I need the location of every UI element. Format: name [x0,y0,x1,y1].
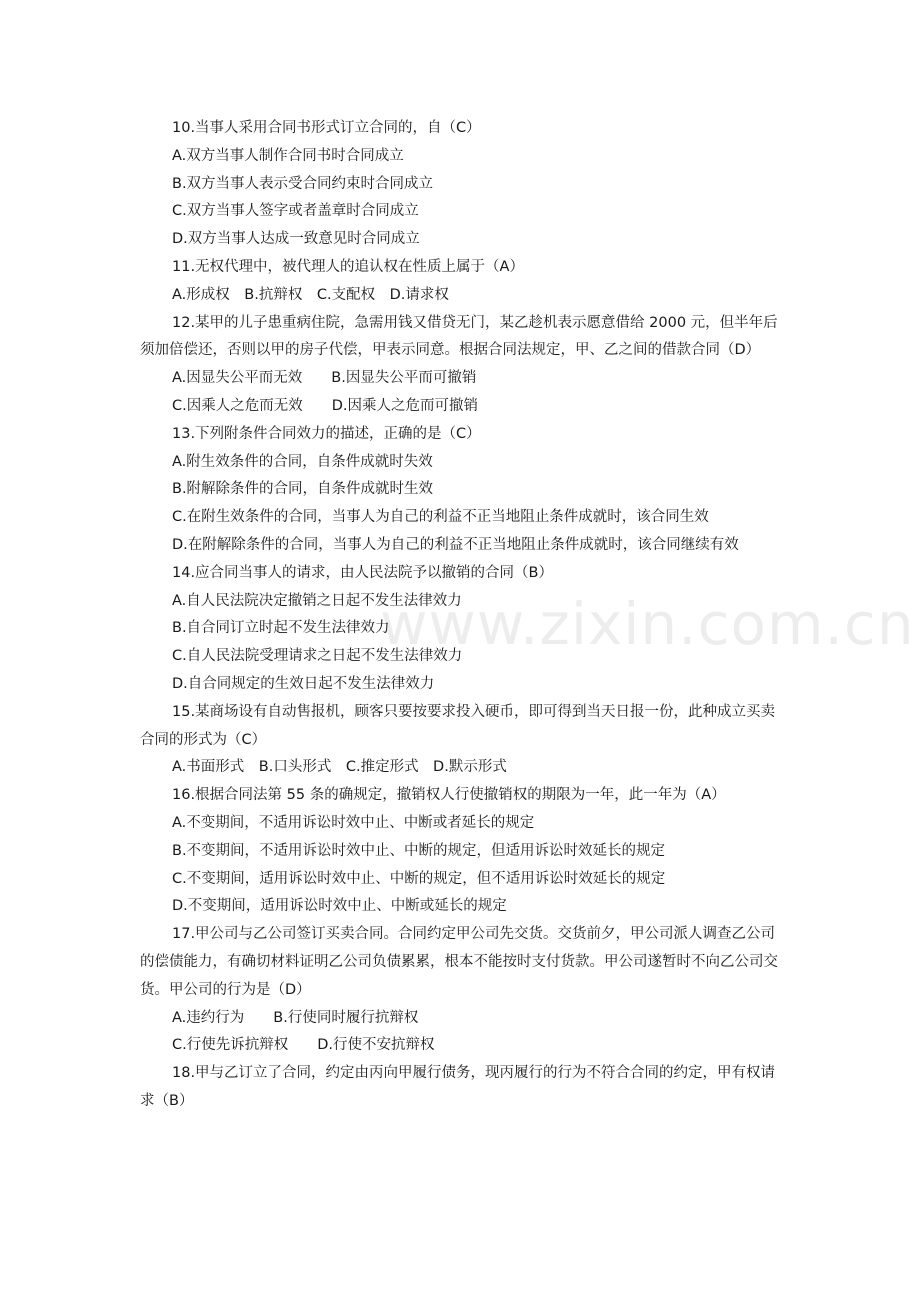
paragraph-q12-options-ab: A.因显失公平而无效 B.因显失公平而可撤销 [172,370,477,387]
paragraph-q11-options: A.形成权 B.抗辩权 C.支配权 D.请求权 [172,286,449,303]
paragraph-q13-option-a: A.附生效条件的合同，自条件成就时失效 [172,453,433,470]
paragraph-q17-options-ab: A.违约行为 B.行使同时履行抗辩权 [172,1009,419,1026]
paragraph-q16-option-d: D.不变期间，适用诉讼时效中止、中断或延长的规定 [172,898,507,915]
paragraph-q16-option-b: B.不变期间，不适用诉讼时效中止、中断的规定，但适用诉讼时效延长的规定 [172,842,666,859]
paragraph-q13-option-c: C.在附生效条件的合同，当事人为自己的利益不正当地阻止条件成就时，该合同生效 [172,509,709,526]
paragraph-q14-option-d: D.自合同规定的生效日起不发生法律效力 [172,675,435,692]
paragraph-q13: 13.下列附条件合同效力的描述，正确的是（C） [172,425,481,442]
paragraph-q15: 15.某商场设有自动售报机，顾客只要按要求投入硬币，即可得到当天日报一份，此种成立买卖合同的形式为（C） [140,703,776,748]
document-body [140,115,785,1116]
paragraph-q18: 18.甲与乙订立了合同，约定由丙向甲履行债务，现丙履行的行为不符合合同的约定，甲有权请求（B） [140,1065,776,1109]
paragraph-q10-option-b: B.双方当事人表示受合同约束时合同成立 [172,175,434,192]
paragraph-q17-options-cd: C.行使先诉抗辩权 D.行使不安抗辩权 [172,1037,435,1054]
paragraph-q10-option-d: D.双方当事人达成一致意见时合同成立 [172,231,420,248]
paragraph-q16: 16.根据合同法第 55 条的确规定，撤销权人行使撤销权的期限为一年，此一年为（A） [172,787,726,804]
paragraph-q12: 12.某甲的儿子患重病住院，急需用钱又借贷无门，某乙趁机表示愿意借给 2000 元，但半年后须加倍偿还，否则以甲的房子代偿，甲表示同意。根据合同法规定，甲、乙之间的借款合同（D） [140,314,778,359]
paragraph-q10-option-a: A.双方当事人制作合同书时合同成立 [172,147,404,164]
paragraph-q11: 11.无权代理中，被代理人的追认权在性质上属于（A） [172,258,524,275]
paragraph-q14-option-a: A.自人民法院决定撤销之日起不发生法律效力 [172,592,462,609]
paragraph-q13-option-d: D.在附解除条件的合同，当事人为自己的利益不正当地阻止条件成就时，该合同继续有效 [172,536,739,553]
paragraph-q17: 17.甲公司与乙公司签订买卖合同。合同约定甲公司先交货。交货前夕，甲公司派人调查乙公司的偿债能力，有确切材料证明乙公司负债累累，根本不能按时支付货款。甲公司遂暂时不向乙公司交货。甲公司的行为是（D） [140,926,778,998]
paragraph-q13-option-b: B.附解除条件的合同，自条件成就时生效 [172,481,434,498]
paragraph-q12-options-cd: C.因乘人之危而无效 D.因乘人之危而可撤销 [172,397,479,414]
paragraph-q14-option-c: C.自人民法院受理请求之日起不发生法律效力 [172,648,463,665]
paragraph-q14: 14.应合同当事人的请求，由人民法院予以撤销的合同（B） [172,564,554,581]
paragraph-q10: 10.当事人采用合同书形式订立合同的，自（C） [172,120,481,136]
paragraph-q10-option-c: C.双方当事人签字或者盖章时合同成立 [172,203,419,220]
paragraph-q15-options: A.书面形式 B.口头形式 C.推定形式 D.默示形式 [172,759,507,776]
watermark: www.zixin.com.cn [380,590,915,658]
paragraph-q16-option-a: A.不变期间，不适用诉讼时效中止、中断或者延长的规定 [172,814,535,831]
paragraph-q14-option-b: B.自合同订立时起不发生法律效力 [172,620,390,637]
paragraph-q16-option-c: C.不变期间，适用诉讼时效中止、中断的规定，但不适用诉讼时效延长的规定 [172,870,666,887]
